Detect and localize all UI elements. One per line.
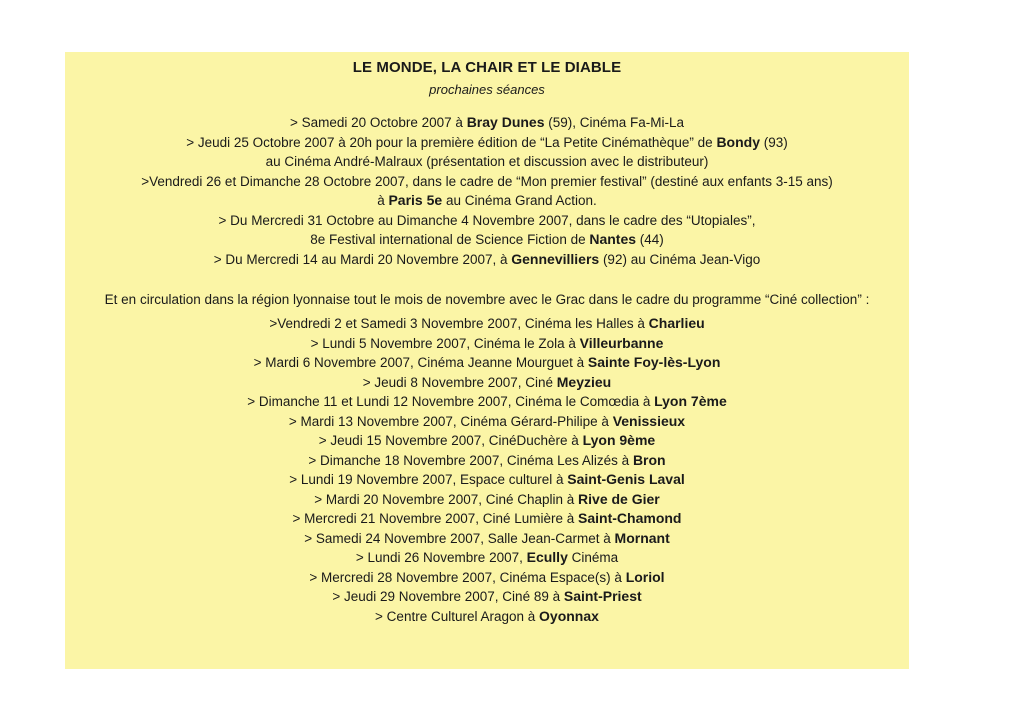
- screening-place: Saint-Genis Laval: [567, 471, 685, 487]
- screening-line: [65, 152, 909, 172]
- screening-text: > Mardi 20 Novembre 2007, Ciné Chaplin à: [314, 491, 579, 507]
- screening-text-after: (59), Cinéma Fa-Mi-La: [544, 115, 685, 130]
- screening-place: Venissieux: [612, 412, 686, 429]
- screening-entry: [65, 113, 909, 133]
- screening-line: [65, 133, 909, 153]
- screening-text: > Jeudi 15 Novembre 2007, CinéDuchère à: [318, 433, 583, 448]
- screening-text: >Vendredi 2 et Samedi 3 Novembre 2007, Cinéma les Halles à: [269, 316, 649, 331]
- screening-text: > Dimanche 11 et Lundi 12 Novembre 2007, Cinéma le Comœdia à: [247, 394, 655, 409]
- screening-place: Lyon 9ème: [582, 432, 656, 448]
- screening-line: [65, 392, 909, 412]
- screening-place: Bondy: [716, 133, 760, 150]
- screening-entry: [65, 211, 909, 250]
- screening-text: > Jeudi 25 Octobre 2007 à 20h pour la première édition de “La Petite Cinémathèque” de: [186, 134, 717, 150]
- screening-text: 8e Festival international de Science Fiction de: [310, 232, 590, 247]
- screening-line: [65, 568, 909, 588]
- screening-line: [65, 334, 909, 354]
- screening-place: Rive de Gier: [578, 490, 660, 507]
- screening-line: [65, 191, 909, 211]
- screening-place: Meyzieu: [556, 373, 612, 390]
- screening-line: [65, 587, 909, 607]
- screening-place: Sainte Foy-lès-Lyon: [587, 354, 721, 370]
- circulation-screenings: [65, 314, 909, 626]
- screening-place: Loriol: [625, 568, 665, 585]
- screening-place: Saint-Priest: [563, 588, 642, 604]
- screening-text-after: (92) au Cinéma Jean-Vigo: [599, 251, 761, 267]
- screening-line: [65, 451, 909, 471]
- screening-text: > Lundi 26 Novembre 2007,: [355, 550, 527, 565]
- screening-entry: [65, 172, 909, 211]
- screening-line: [65, 211, 909, 231]
- screening-text-after: (44): [636, 232, 664, 247]
- screening-entry: [65, 250, 909, 270]
- screening-text: > Lundi 5 Novembre 2007, Cinéma le Zola à: [310, 335, 580, 351]
- page-subtitle: prochaines séances: [429, 82, 545, 97]
- screening-place: Charlieu: [648, 315, 705, 331]
- screening-line: [65, 314, 909, 334]
- screening-text-after: Cinéma: [567, 550, 619, 565]
- screening-line: [65, 373, 909, 393]
- screening-text: > Mercredi 21 Novembre 2007, Ciné Lumière à: [292, 511, 579, 526]
- screening-line: [65, 431, 909, 451]
- screening-text: > Dimanche 18 Novembre 2007, Cinéma Les Alizés à: [308, 452, 633, 468]
- screening-place: Bron: [632, 451, 666, 468]
- screening-text: > Du Mercredi 14 au Mardi 20 Novembre 2007, à: [213, 251, 512, 267]
- screening-place: Bray Dunes: [466, 114, 545, 130]
- screening-text: à: [377, 193, 389, 208]
- screening-line: [65, 250, 909, 270]
- screening-line: [65, 509, 909, 529]
- screening-text: > Lundi 19 Novembre 2007, Espace culturel à: [289, 472, 568, 487]
- screening-text: > Samedi 20 Octobre 2007 à: [289, 115, 467, 130]
- screening-text: > Du Mercredi 31 Octobre au Dimanche 4 Novembre 2007, dans le cadre des “Utopiales”,: [218, 212, 756, 228]
- screening-place: Ecully: [526, 549, 568, 565]
- screening-line: [65, 353, 909, 373]
- page-title: LE MONDE, LA CHAIR ET LE DIABLE: [352, 59, 622, 76]
- screening-text: au Cinéma André-Malraux (présentation et discussion avec le distributeur): [265, 154, 709, 169]
- screening-text-after: (93): [760, 134, 788, 150]
- screening-text: > Mardi 13 Novembre 2007, Cinéma Gérard-Philipe à: [288, 413, 613, 429]
- screening-line: [65, 172, 909, 192]
- screening-line: [65, 490, 909, 510]
- screening-text-after: au Cinéma Grand Action.: [442, 193, 597, 208]
- screening-text: > Samedi 24 Novembre 2007, Salle Jean-Carmet à: [304, 530, 615, 546]
- screening-line: [65, 230, 909, 250]
- screening-place: Paris 5e: [388, 192, 443, 208]
- screening-line: [65, 529, 909, 549]
- screening-text: > Jeudi 8 Novembre 2007, Ciné: [362, 374, 557, 390]
- screening-line: [65, 607, 909, 627]
- screening-text: > Mercredi 28 Novembre 2007, Cinéma Espace(s) à: [309, 569, 626, 585]
- screening-text: > Centre Culturel Aragon à: [375, 608, 540, 624]
- screening-place: Lyon 7ème: [654, 393, 727, 409]
- circulation-intro: Et en circulation dans la région lyonnaise tout le mois de novembre avec le Grac dans le cadre du programme “Ciné collection” :: [104, 292, 870, 307]
- screening-place: Saint-Chamond: [578, 510, 682, 526]
- screening-place: Nantes: [589, 231, 637, 247]
- screening-place: Mornant: [614, 529, 670, 546]
- screening-line: [65, 548, 909, 568]
- screening-place: Villeurbanne: [579, 334, 664, 351]
- screenings-panel: [65, 52, 909, 669]
- screening-line: [65, 470, 909, 490]
- screening-text: > Jeudi 29 Novembre 2007, Ciné 89 à: [332, 589, 564, 604]
- screening-text: > Mardi 6 Novembre 2007, Cinéma Jeanne Mourguet à: [253, 355, 588, 370]
- screening-text: >Vendredi 26 et Dimanche 28 Octobre 2007, dans le cadre de “Mon premier festival” (destiné aux enfants 3-15 ans): [141, 173, 833, 189]
- screening-line: [65, 113, 909, 133]
- screening-place: Oyonnax: [539, 607, 599, 624]
- screening-entry: [65, 133, 909, 172]
- screening-place: Gennevilliers: [511, 250, 600, 267]
- upcoming-screenings: [65, 113, 909, 269]
- screening-line: [65, 412, 909, 432]
